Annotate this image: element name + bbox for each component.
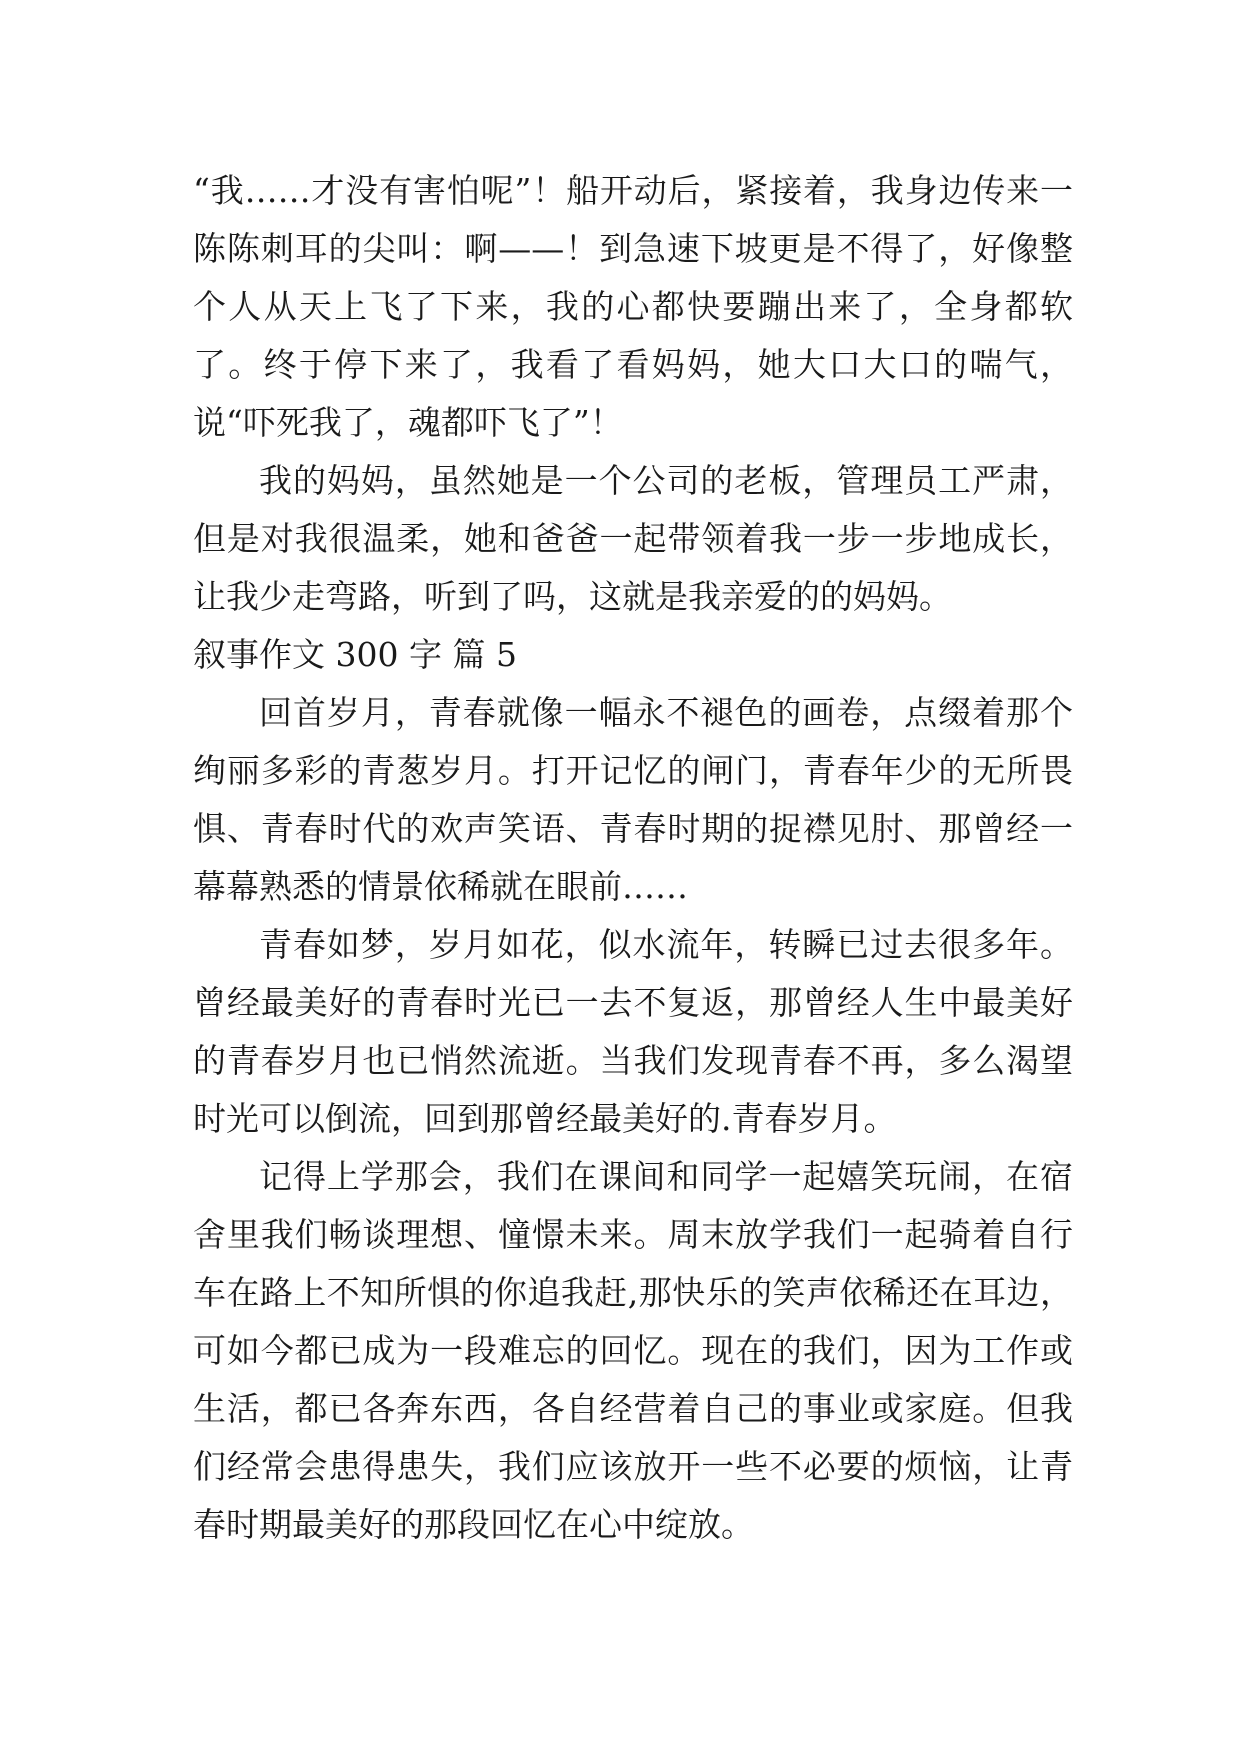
document-body [193,162,1073,1554]
paragraph-school-memories: 记得上学那会，我们在课间和同学一起嬉笑玩闹，在宿舍里我们畅谈理想、憧憬未来。周末放学我们一起骑着自行车在路上不知所惧的你追我赶,那快乐的笑声依稀还在耳边，可如今都已成为一段难忘的回忆。现在的我们，因为工作或生活，都已各奔东西，各自经营着自己的事业或家庭。但我们经常会患得患失，我们应该放开一些不必要的烦恼，让青春时期最美好的那段回忆在心中绽放。 [193,1157,1073,1544]
paragraph-youth-like-dream: 青春如梦，岁月如花，似水流年，转瞬已过去很多年。曾经最美好的青春时光已一去不复返，那曾经人生中最美好的青春岁月也已悄然流逝。当我们发现青春不再，多么渴望时光可以倒流，回到那曾经最美好的.青春岁月。 [193,925,1073,1138]
paragraph-about-mother: 我的妈妈，虽然她是一个公司的老板，管理员工严肃，但是对我很温柔，她和爸爸一起带领着我一步一步地成长，让我少走弯路，听到了吗，这就是我亲爱的的妈妈。 [193,461,1073,616]
section-heading: 叙事作文 300 字 篇 5 [193,635,517,674]
paragraph-looking-back: 回首岁月，青春就像一幅永不褪色的画卷，点缀着那个绚丽多彩的青葱岁月。打开记忆的闸门，青春年少的无所畏惧、青春时代的欢声笑语、青春时期的捉襟见肘、那曾经一幕幕熟悉的情景依稀就在眼前…… [193,693,1073,906]
paragraph-story-ending: “我……才没有害怕呢”！船开动后，紧接着，我身边传来一陈陈刺耳的尖叫：啊——！到急速下坡更是不得了，好像整个人从天上飞了下来，我的心都快要蹦出来了，全身都软了。终于停下来了，我看了看妈妈，她大口大口的喘气，说“吓死我了，魂都吓飞了”！ [193,171,1073,442]
